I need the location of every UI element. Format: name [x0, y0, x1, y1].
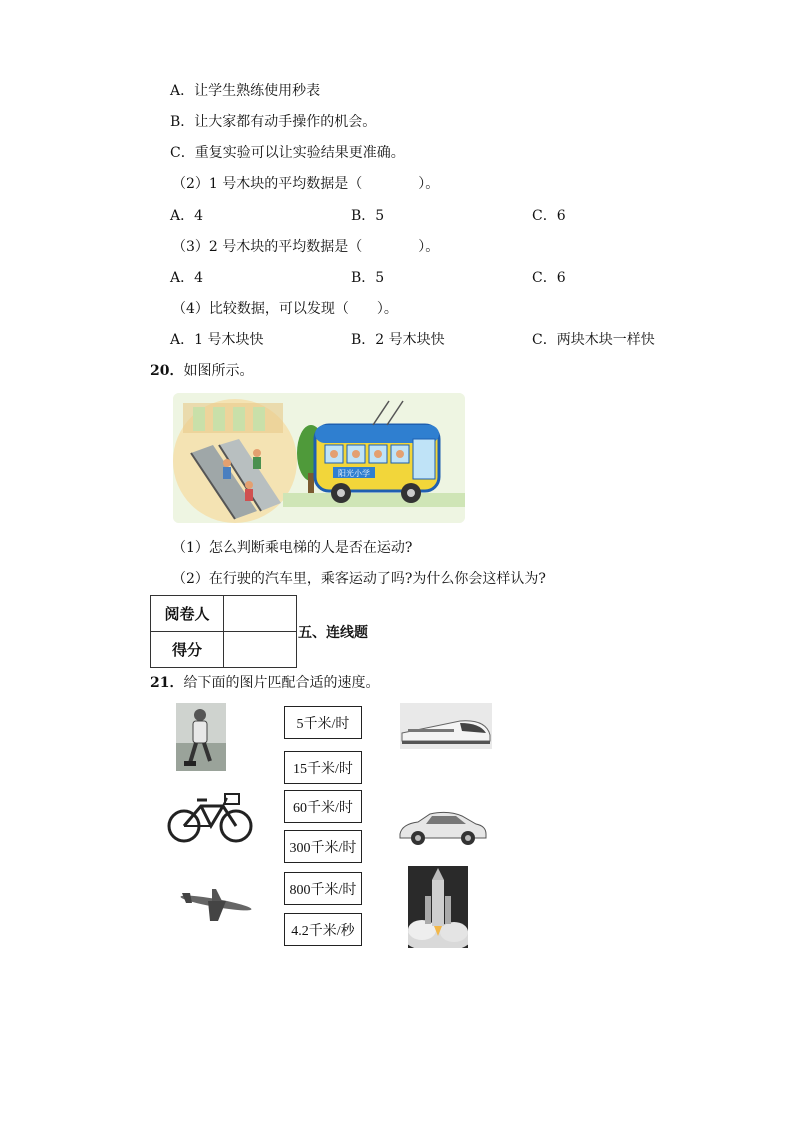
- rocket-icon: [408, 866, 468, 948]
- speed-option[interactable]: 5千米/时: [284, 706, 362, 739]
- q19-sub3-option-b: B．5: [351, 270, 385, 286]
- q19-sub4-option-b: B．2 号木块快: [351, 332, 445, 348]
- car-picture: [396, 810, 488, 846]
- bus-sign: 阳光小学: [338, 469, 370, 478]
- escalator-bus-image: [173, 393, 465, 523]
- speed-option[interactable]: 800千米/时: [284, 872, 362, 905]
- q19-sub2-option-b: B．5: [351, 208, 385, 224]
- high-speed-train-picture: [400, 703, 492, 749]
- q20-sub2: （2）在行驶的汽车里，乘客运动了吗?为什么你会这样认为?: [172, 571, 546, 587]
- q19-option-b: B．让大家都有动手操作的机会。: [170, 114, 377, 130]
- section-title: 五、连线题: [298, 625, 368, 641]
- q19-sub2-option-c: C．6: [532, 208, 566, 224]
- q19-option-c: C．重复实验可以让实验结果更准确。: [170, 145, 405, 161]
- q19-sub4-option-c: C．两块木块一样快: [532, 332, 655, 348]
- q19-sub4: （4）比较数据，可以发现（ ）。: [172, 301, 398, 317]
- rocket-picture: [408, 866, 468, 948]
- airplane-picture: [178, 887, 254, 923]
- car-icon: [396, 810, 488, 846]
- person-walking-picture: [176, 703, 226, 771]
- q19-sub3-option-c: C．6: [532, 270, 566, 286]
- bicycle-picture: [167, 790, 253, 844]
- score-label: 得分: [151, 632, 224, 668]
- airplane-icon: [178, 887, 254, 923]
- q19-option-a: A．让学生熟练使用秒表: [170, 83, 321, 99]
- speed-option[interactable]: 300千米/时: [284, 830, 362, 863]
- reviewer-label: 阅卷人: [151, 596, 224, 632]
- q19-sub3-option-a: A．4: [170, 270, 204, 286]
- q21-number: 21．: [150, 675, 184, 691]
- bicycle-icon: [167, 790, 253, 844]
- escalator-bus-illustration: [173, 393, 465, 523]
- q20-stem: 如图所示。: [183, 363, 254, 379]
- q20-heading: [150, 361, 253, 381]
- score-cell[interactable]: [224, 632, 297, 668]
- q19-sub4-option-a: A．1 号木块快: [170, 332, 264, 348]
- q19-sub3: （3）2 号木块的平均数据是（ ）。: [172, 239, 440, 255]
- q19-sub2-option-a: A．4: [170, 208, 204, 224]
- speed-option[interactable]: 60千米/时: [284, 790, 362, 823]
- reviewer-cell[interactable]: [224, 596, 297, 632]
- q20-sub1: （1）怎么判断乘电梯的人是否在运动?: [172, 540, 413, 556]
- q19-sub2: （2）1 号木块的平均数据是（ ）。: [172, 176, 440, 192]
- score-table: [150, 595, 297, 668]
- high-speed-train-icon: [400, 703, 492, 749]
- person-walking-icon: [176, 703, 226, 771]
- speed-option[interactable]: 15千米/时: [284, 751, 362, 784]
- q21-stem: 给下面的图片匹配合适的速度。: [183, 675, 380, 691]
- q21-heading: [150, 673, 379, 693]
- speed-option[interactable]: 4.2千米/秒: [284, 913, 362, 946]
- q20-number: 20．: [150, 363, 184, 379]
